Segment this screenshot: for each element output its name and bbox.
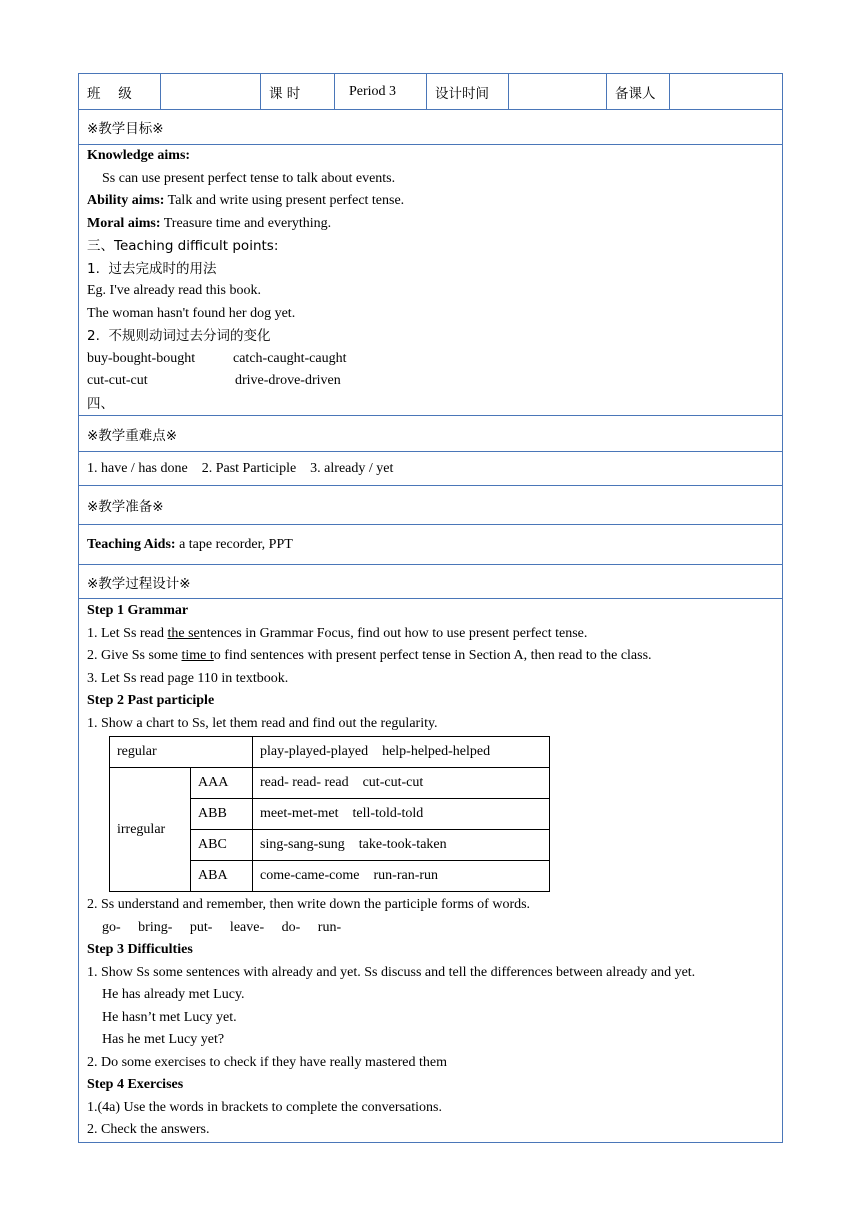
step-2-title: Step 2 Past participle: [87, 693, 215, 708]
chart-value: come-came-come run-ran-run: [253, 861, 550, 892]
step-3-example-2: He hasn’t met Lucy yet.: [102, 1009, 237, 1025]
header-row: [79, 74, 783, 110]
step-2-words: go- bring- put- leave- do- run-: [102, 919, 342, 935]
preparation-title: ※教学准备※: [79, 486, 783, 525]
moral-aims: Moral aims: Treasure time and everything.: [87, 215, 332, 231]
step-2-item-1: 1. Show a chart to Ss, let them read and find out the regularity.: [87, 715, 438, 731]
class-label: 班 级: [79, 74, 161, 110]
lesson-plan-sheet: [78, 73, 782, 1143]
chart-row: [110, 768, 550, 799]
ability-aims: Ability aims: Talk and write using present perfect tense.: [87, 193, 405, 208]
class-value[interactable]: [161, 74, 261, 110]
key-points-title: ※教学重难点※: [79, 416, 783, 452]
step-1-item-2: 2. Give Ss some time to find sentences with present perfect tense in Section A, then read to the class.: [87, 648, 652, 663]
objectives-content: [79, 145, 783, 416]
difficult-points-heading: 三、Teaching difficult points:: [87, 238, 279, 254]
design-time-label: 设计时间: [427, 74, 509, 110]
preparer-label: 备课人: [607, 74, 670, 110]
section-four: 四、: [87, 395, 114, 412]
step-4-title: Step 4 Exercises: [87, 1077, 184, 1092]
objectives-content-row: [79, 145, 783, 416]
objectives-title-row: [79, 110, 783, 145]
chart-regular-label: regular: [110, 737, 253, 768]
step-1-item-1: 1. Let Ss read the sentences in Grammar Focus, find out how to use present perfect tense.: [87, 625, 588, 641]
difficult-point-2: 2. 不规则动词过去分词的变化: [87, 328, 271, 344]
step-1-title: Step 1 Grammar: [87, 603, 189, 618]
chart-row-regular: [110, 737, 550, 768]
process-content-row: [79, 599, 783, 1143]
example-1: Eg. I've already read this book.: [87, 283, 261, 298]
step-3-item-2: 2. Do some exercises to check if they have really mastered them: [87, 1054, 447, 1070]
knowledge-aims-label: Knowledge aims:: [87, 148, 191, 163]
design-time-value[interactable]: [509, 74, 607, 110]
process-title: ※教学过程设计※: [79, 565, 783, 599]
verb-row-2: cut-cut-cut drive-drove-driven: [87, 373, 341, 388]
preparer-value[interactable]: [670, 74, 783, 110]
process-title-row: [79, 565, 783, 599]
step-1-item-3: 3. Let Ss read page 110 in textbook.: [87, 670, 289, 686]
chart-value: read- read- read cut-cut-cut: [253, 768, 550, 799]
key-points-title-row: [79, 416, 783, 452]
objectives-title: ※教学目标※: [79, 110, 783, 145]
chart-value: sing-sang-sung take-took-taken: [253, 830, 550, 861]
chart-type: ABB: [191, 799, 253, 830]
key-points-content-row: [79, 452, 783, 486]
process-content: [79, 599, 783, 1143]
step-2-item-2: 2. Ss understand and remember, then write down the participle forms of words.: [87, 897, 531, 912]
participle-chart: [109, 736, 550, 892]
key-points-text: 1. have / has done 2. Past Participle 3. already / yet: [79, 452, 783, 486]
chart-type: ABC: [191, 830, 253, 861]
period-value[interactable]: Period 3: [335, 74, 427, 110]
step-3-example-1: He has already met Lucy.: [102, 987, 245, 1002]
chart-irregular-label: irregular: [110, 768, 191, 892]
chart-type: AAA: [191, 768, 253, 799]
lesson-plan-table: [78, 73, 783, 1143]
preparation-content-row: [79, 525, 783, 565]
step-3-example-3: Has he met Lucy yet?: [102, 1032, 225, 1047]
chart-value: meet-met-met tell-told-told: [253, 799, 550, 830]
chart-regular-value: play-played-played help-helped-helped: [253, 737, 550, 768]
preparation-title-row: [79, 486, 783, 525]
verb-row-1: buy-bought-bought catch-caught-caught: [87, 350, 347, 366]
knowledge-aims-text: Ss can use present perfect tense to talk about events.: [102, 170, 396, 186]
chart-type: ABA: [191, 861, 253, 892]
example-2: The woman hasn't found her dog yet.: [87, 305, 296, 321]
step-3-title: Step 3 Difficulties: [87, 942, 193, 957]
step-4-item-2: 2. Check the answers.: [87, 1122, 210, 1137]
period-label: 课 时: [261, 74, 335, 110]
difficult-point-1: 1. 过去完成时的用法: [87, 260, 217, 277]
teaching-aids: Teaching Aids: a tape recorder, PPT: [79, 525, 783, 565]
step-4-item-1: 1.(4a) Use the words in brackets to complete the conversations.: [87, 1099, 442, 1115]
step-3-item-1: 1. Show Ss some sentences with already and yet. Ss discuss and tell the differences between already and yet.: [87, 964, 696, 980]
